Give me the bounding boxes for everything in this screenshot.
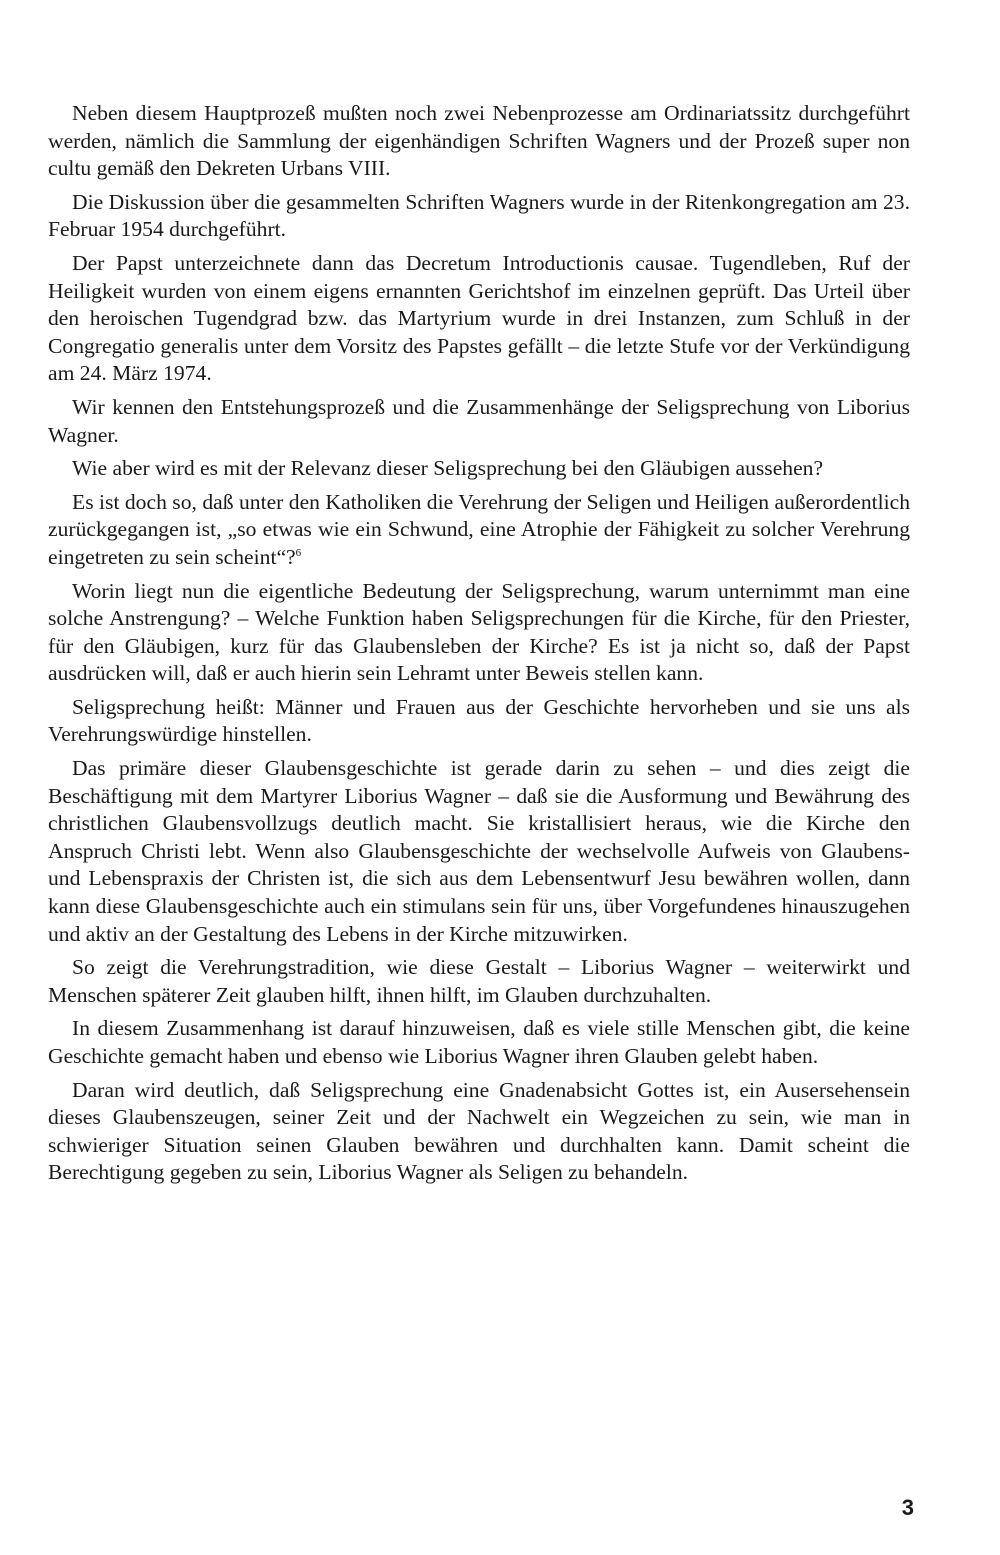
paragraph-verehrungstradition: So zeigt die Verehrungstradition, wie diese Gestalt – Liborius Wagner – weiterwirkt und Menschen späterer Zeit glauben hilft, ihnen hilft, im Glauben durchzuhalten.	[48, 955, 910, 1007]
paragraph-definition: Seligsprechung heißt: Männer und Frauen aus der Geschichte hervorheben und sie uns als Verehrungswürdige hinstellen.	[48, 694, 910, 747]
paragraph-nebenprozesse: Neben diesem Hauptprozeß mußten noch zwei Nebenprozesse am Ordinariatssitz durchgeführt werden, nämlich die Sammlung der eigenhändigen Schriften Wagners und der Prozeß super non cultu gemäß den Dekreten Urbans VIII.	[48, 101, 910, 181]
quote-text: Es ist doch so, daß unter den Katholiken die Verehrung der Seligen und Heiligen außerordentlich zurückgegangen ist, „so etwas wie ein Schwund, eine Atrophie der Fähigkeit zu solcher Verehrung eingetreten zu sein scheint“?	[48, 489, 910, 569]
paragraph-bedeutung: Worin liegt nun die eigentliche Bedeutung der Seligsprechung, warum unternimmt man eine solche Anstrengung? – Welche Funktion haben Seligsprechungen für die Kirche, für den Priester, für den Gläubigen, kurz für das Glaubensleben der Kirche? Es ist ja nicht so, daß der Papst ausdrücken will, daß er auch hierin sein Lehramt unter Beweis stellen kann.	[48, 578, 910, 686]
page-number: 3	[901, 1495, 914, 1520]
paragraph-stille-menschen: In diesem Zusammenhang ist darauf hinzuweisen, daß es viele stille Menschen gibt, die keine Geschichte gemacht haben und ebenso wie Liborius Wagner ihren Glauben gelebt haben.	[48, 1016, 910, 1068]
paragraph-decretum: Der Papst unterzeichnete dann das Decretum Introductionis causae. Tugendleben, Ruf der Heiligkeit wurden von einem eigens ernannten Gerichtshof im einzelnen geprüft. Das Urteil über den heroischen Tugendgrad bzw. das Martyrium wurde in drei Instanzen, zum Schluß in der Congregatio generalis unter dem Vorsitz des Papstes gefällt – die letzte Stufe vor der Verkündigung am 24. März 1974.	[48, 250, 910, 386]
paragraph-entstehungsprozess: Wir kennen den Entstehungsprozeß und die Zusammenhänge der Seligsprechung von Liborius Wagner.	[48, 394, 910, 447]
paragraph-glaubensgeschichte: Das primäre dieser Glaubensgeschichte ist gerade darin zu sehen – und dies zeigt die Beschäftigung mit dem Martyrer Liborius Wagner – daß sie die Ausformung und Bewährung des christlichen Glaubensvollzugs deutlich macht. Sie kristallisiert heraus, wie die Kirche den Anspruch Christi lebt. Wenn also Glaubensgeschichte der wechselvolle Aufweis von Glaubens- und Lebenspraxis der Christen ist, die sich aus dem Lebensentwurf Jesu bewähren wollen, dann kann diese Glaubensgeschichte auch ein stimulans sein für uns, über Vorgefundenes hinauszugehen und aktiv an der Gestaltung des Lebens in der Kirche mitzuwirken.	[48, 756, 910, 946]
footnote-reference[interactable]: 6	[295, 546, 302, 559]
paragraph-gnadenabsicht: Daran wird deutlich, daß Seligsprechung eine Gnadenabsicht Gottes ist, ein Ausersehensein dieses Glaubenszeugen, seiner Zeit und der Nachwelt ein Wegzeichen zu sein, wie man in schwieriger Situation seinen Glauben bewähren und durchhalten kann. Damit scheint die Berechtigung gegeben zu sein, Liborius Wagner als Seligen zu behandeln.	[48, 1077, 910, 1185]
paragraph-relevanz: Wie aber wird es mit der Relevanz dieser Seligsprechung bei den Gläubigen aussehen?	[72, 456, 824, 481]
paragraph-diskussion-schriften: Die Diskussion über die gesammelten Schriften Wagners wurde in der Ritenkongregation am 23. Februar 1954 durchgeführt.	[48, 189, 910, 242]
page-body	[48, 100, 910, 1193]
paragraph-verehrung-rueckgang	[48, 489, 910, 572]
